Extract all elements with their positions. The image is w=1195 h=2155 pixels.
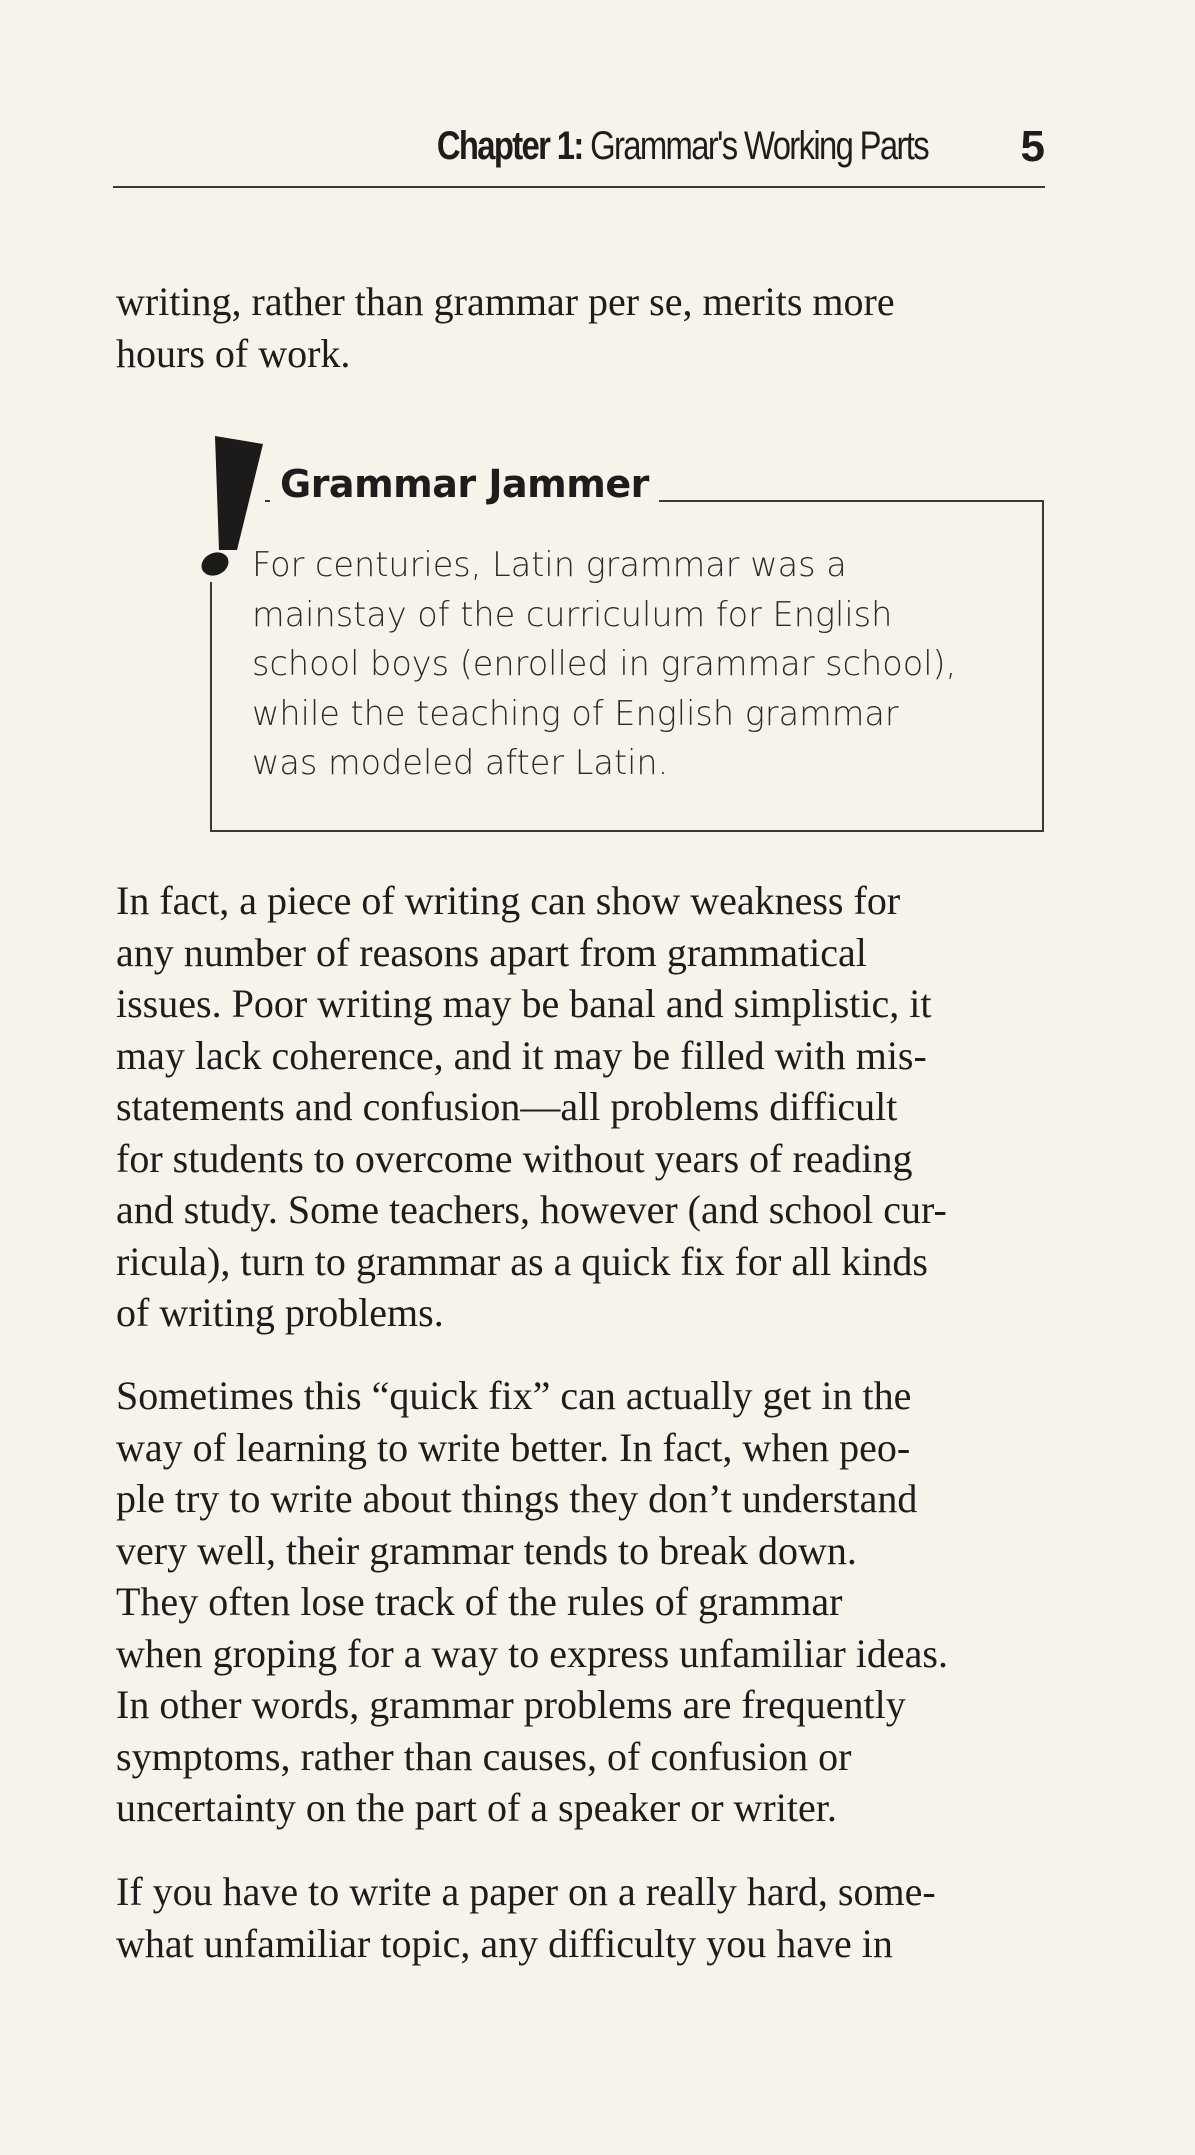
paragraph-weakness: In fact, a piece of writing can show weakness for any number of reasons apart from grammatical issues. Poor writing may be banal and simplistic, it may lack coherence, and it may be filled with mis- statements and confusion—all problems difficult for students to overcome without years of reading and study. Some teachers, however (and school cur- ricula), turn to grammar as a quick fix for all kinds of writing problems. xyxy=(116,878,947,1335)
chapter-heading xyxy=(437,124,928,169)
page-number: 5 xyxy=(1020,122,1045,171)
chapter-title: Grammar's Working Parts xyxy=(590,124,928,168)
chapter-label: Chapter 1: xyxy=(436,124,583,168)
sidebar-body: For centuries, Latin grammar was a mainstay of the curriculum for English school boys (enrolled in grammar school), while the teaching of English grammar was modeled after Latin. xyxy=(252,545,957,782)
paragraph-intro: writing, rather than grammar per se, merits more hours of work. xyxy=(116,279,895,376)
paragraph-hard-topic: If you have to write a paper on a really hard, some- what unfamiliar topic, any difficulty you have in xyxy=(116,1869,936,1966)
paragraph-quick-fix: Sometimes this “quick fix” can actually get in the way of learning to write better. In fact, when peo- ple try to write about things they don’t understand very well, their grammar tends to break down. They often lose track of the rules of grammar when groping for a way to express unfamiliar ideas. In other words, grammar problems are frequently symptoms, rather than causes, of confusion or uncertainty on the part of a speaker or writer. xyxy=(116,1373,948,1830)
sidebar-title: Grammar Jammer xyxy=(270,462,659,506)
running-header xyxy=(113,118,1045,188)
